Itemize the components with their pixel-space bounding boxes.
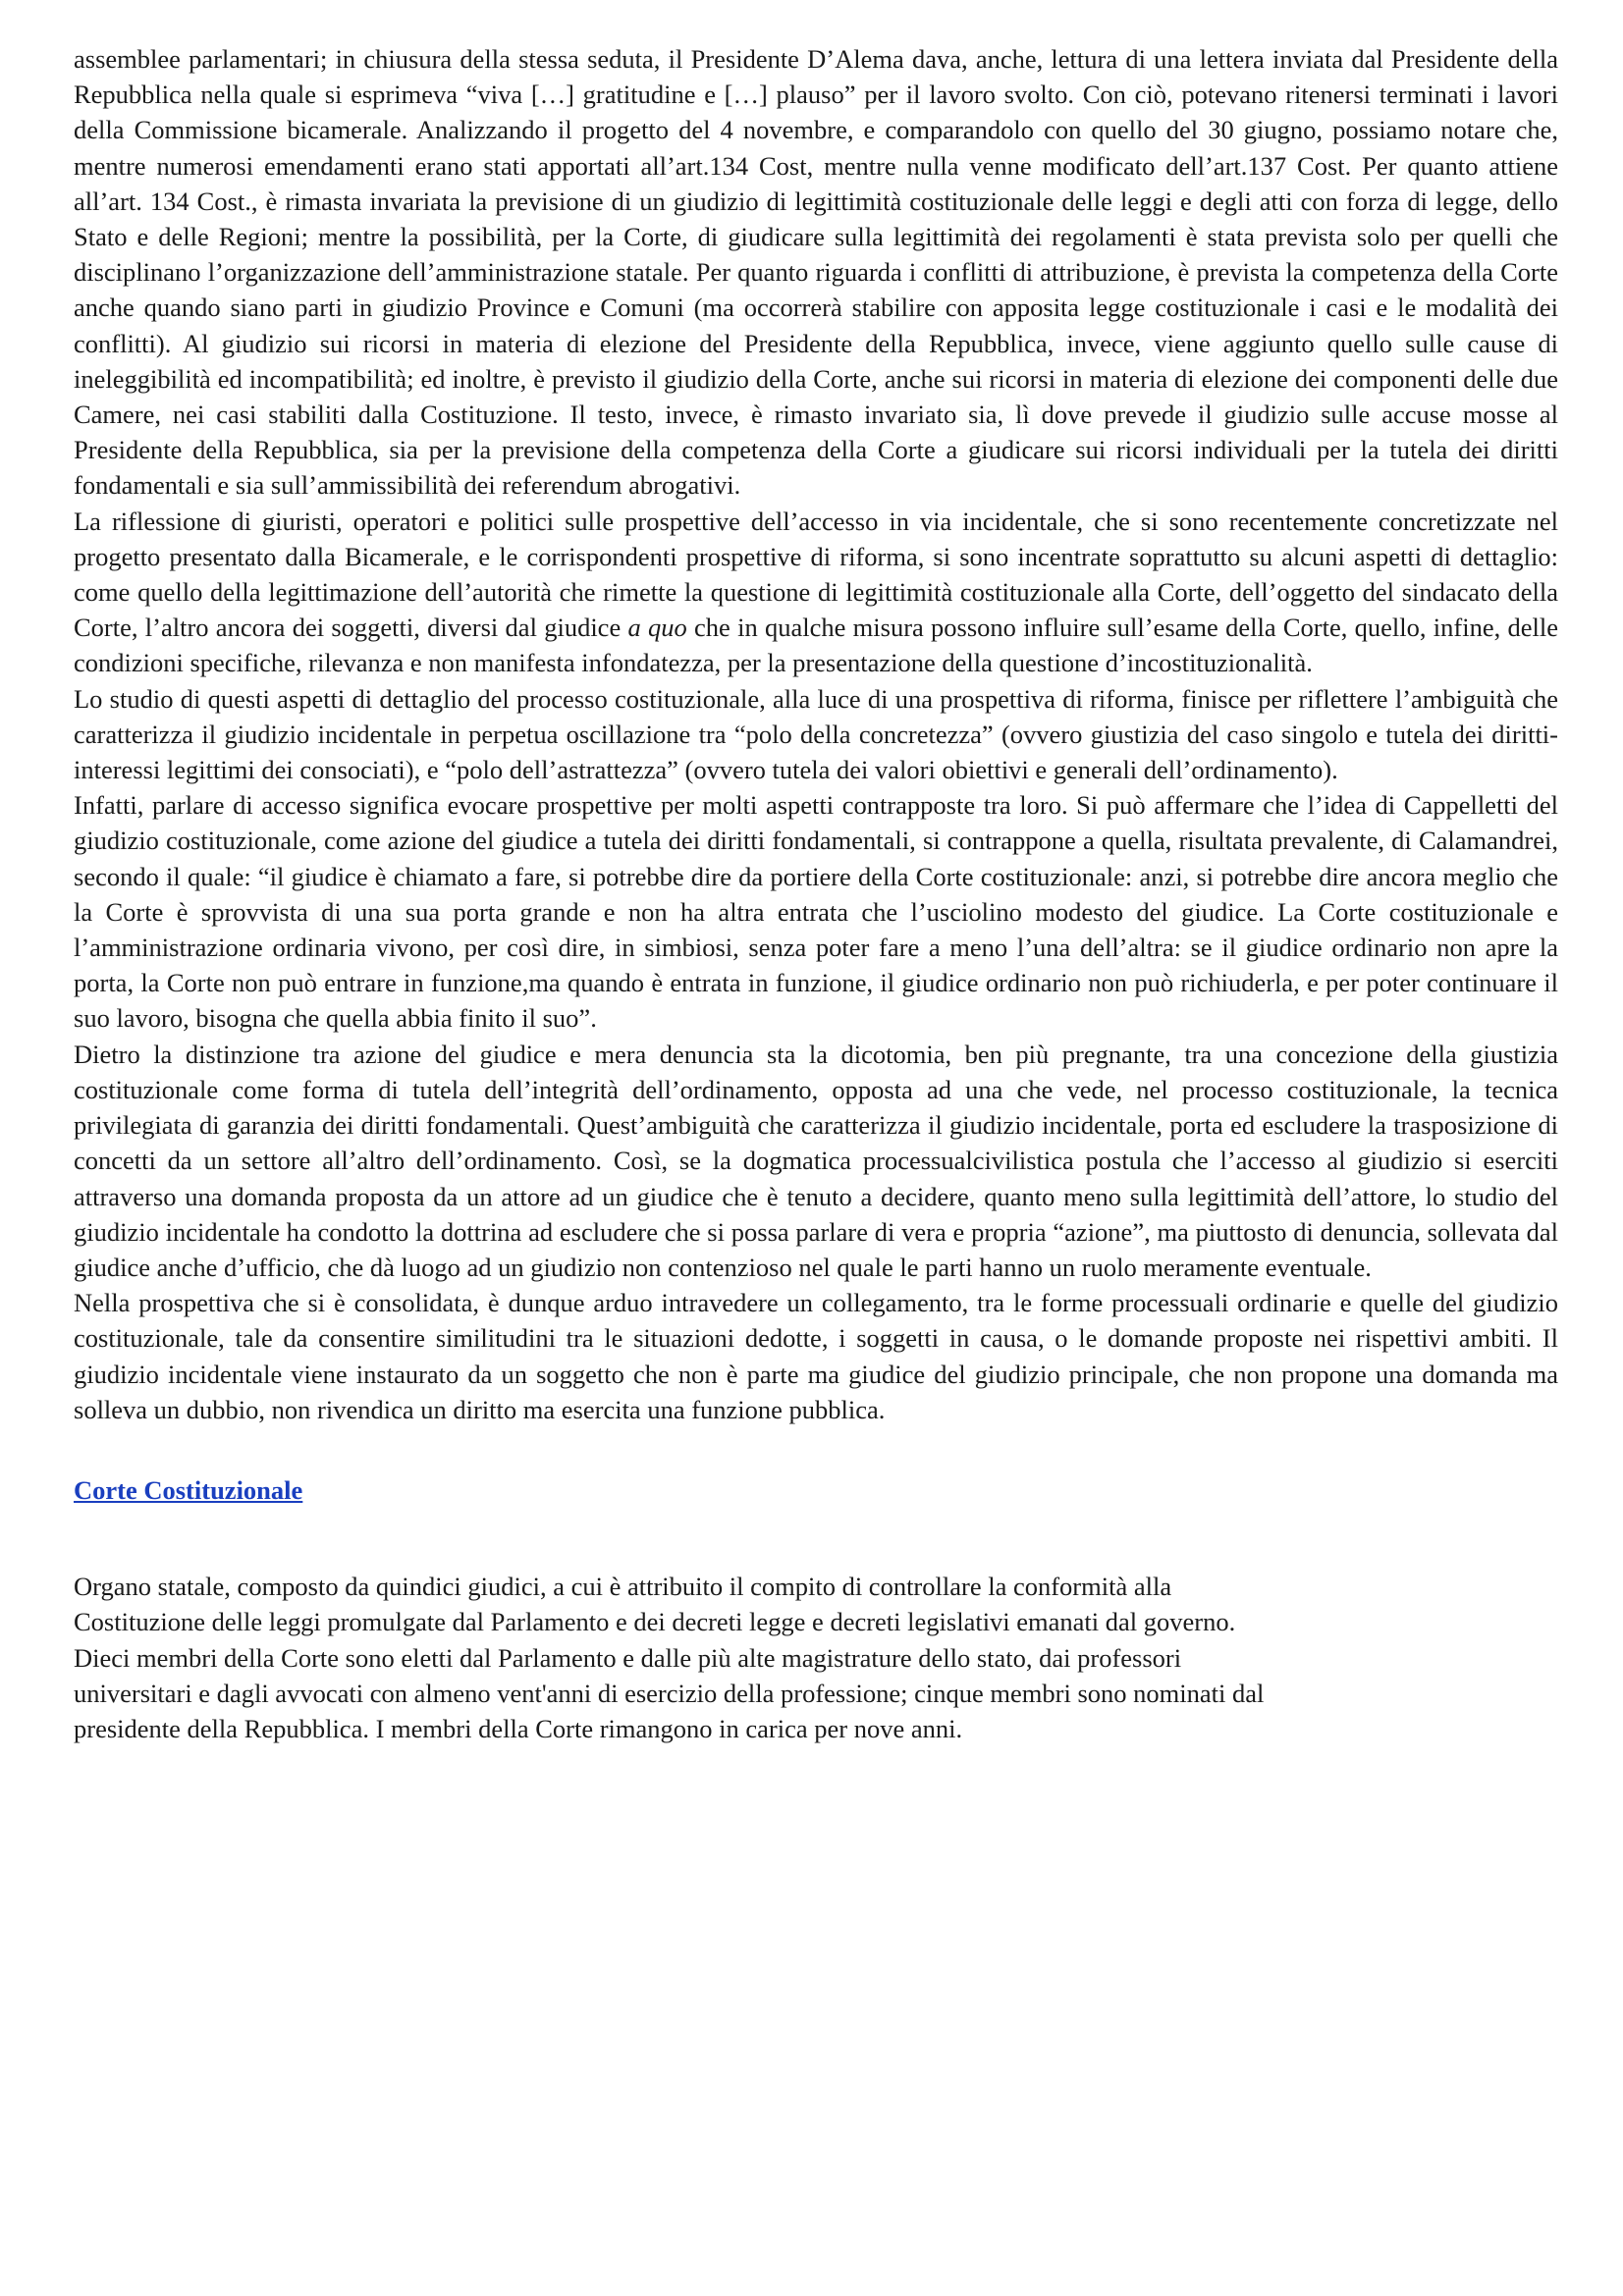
body-paragraph bbox=[74, 1037, 1558, 1285]
paragraph-text: Infatti, parlare di accesso significa evocare prospettive per molti aspetti contrapposte tra loro. Si può affermare che l’idea di Cappelletti del giudizio costituzionale, come azione del giudice a tutela dei diritti fondamentali, si contrappone a quella, risultata prevalente, di Calamandrei, secondo il quale: “il giudice è chiamato a fare, si potrebbe dire da portiere della Corte costituzionale: anzi, si potrebbe dire ancora meglio che la Corte è sprovvista di una sua porta grande e non ha altra entrata che l’usciolino modesto del giudice. La Corte costituzionale e l’amministrazione ordinaria vivono, per così dire, in simbiosi, senza poter fare a meno l’una dell’altra: se il giudice ordinario non apre la porta, la Corte non può entrare in funzione,ma quando è entrata in funzione, il giudice ordinario non può richiuderla, e per poter continuare il suo lavoro, bisogna che quella abbia finito il suo”. bbox=[74, 790, 1558, 1034]
paragraph-text: Dietro la distinzione tra azione del giudice e mera denuncia sta la dicotomia, ben più pregnante, tra una concezione della giustizia costituzionale come forma di tutela dell’integrità dell’ordinamento, opposta ad una che vede, nel processo costituzionale, la tecnica privilegiata di garanzia dei diritti fondamentali. Quest’ambiguità che caratterizza il giudizio incidentale, porta ed escludere la trasposizione di concetti da un settore all’altro dell’ordinamento. Così, se la dogmatica processualcivilistica postula che l’accesso al giudizio si eserciti attraverso una domanda proposta da un attore ad un giudice che è tenuto a decidere, quanto meno sulla legittimità dell’attore, lo studio del giudizio incidentale ha condotto la dottrina ad escludere che si possa parlare di vera e propria “azione”, ma piuttosto di denuncia, sollevata dal giudice anche d’ufficio, che dà luogo ad un giudizio non contenzioso nel quale le parti hanno un ruolo meramente eventuale. bbox=[74, 1039, 1558, 1282]
body-paragraph bbox=[74, 1285, 1558, 1427]
paragraph-text: che in qualche misura possono influire sull’esame della Corte, quello, infine, delle condizioni specifiche, rilevanza e non manifesta infondatezza, per la presentazione della questione d’incostituzionalità. bbox=[74, 613, 1558, 678]
document-page bbox=[74, 41, 1558, 1746]
paragraph-text: Lo studio di questi aspetti di dettaglio del processo costituzionale, alla luce di una prospettiva di riforma, finisce per riflettere l’ambiguità che caratterizza il giudizio incidentale in perpetua oscillazione tra “polo della concretezza” (ovvero giustizia del caso singolo e tutela dei diritti-interessi legittimi dei consociati), e “polo dell’astrattezza” (ovvero tutela dei valori obiettivi e generali dell’ordinamento). bbox=[74, 683, 1558, 785]
definition-line: Dieci membri della Corte sono eletti dal Parlamento e dalle più alte magistrature dello stato, dai professori bbox=[74, 1642, 1182, 1673]
document-body bbox=[74, 41, 1558, 1427]
body-paragraph bbox=[74, 504, 1558, 681]
body-paragraph bbox=[74, 787, 1558, 1036]
paragraph-text: assemblee parlamentari; in chiusura della stessa seduta, il Presidente D’Alema dava, anche, lettura di una lettera inviata dal Presidente della Repubblica nella quale si esprimeva “viva […] gratitudine e […] plauso” per il lavoro svolto. Con ciò, potevano ritenersi terminati i lavori della Commissione bicamerale. Analizzando il progetto del 4 novembre, e comparandolo con quello del 30 giugno, possiamo notare che, mentre numerosi emendamenti erano stati apportati all’art.134 Cost, mentre nulla venne modificato dell’art.137 Cost. Per quanto attiene all’art. 134 Cost., è rimasta invariata la previsione di un giudizio di legittimità costituzionale delle leggi e degli atti con forza di legge, dello Stato e delle Regioni; mentre la possibilità, per la Corte, di giudicare sulla legittimità dei regolamenti è stata prevista solo per quelli che disciplinano l’organizzazione dell’amministrazione statale. Per quanto riguarda i conflitti di attribuzione, è prevista la competenza della Corte anche quando siano parti in giudizio Province e Comuni (ma occorrerà stabilire con apposita legge costituzionale i casi e le modalità dei conflitti). Al giudizio sui ricorsi in materia di elezione del Presidente della Repubblica, invece, viene aggiunto quello sulle cause di ineleggibilità ed incompatibilità; ed inoltre, è previsto il giudizio della Corte, anche sui ricorsi in materia di elezione dei componenti delle due Camere, nei casi stabiliti dalla Costituzione. Il testo, invece, è rimasto invariato sia, lì dove prevede il giudizio sulle accuse mosse al Presidente della Repubblica, sia per la previsione della competenza della Corte a giudicare sui ricorsi individuali per la tutela dei diritti fondamentali e sia sull’ammissibilità dei referendum abrogativi. bbox=[74, 44, 1558, 501]
definition-line: universitari e dagli avvocati con almeno vent'anni di esercizio della professione; cinque membri sono nominati dal bbox=[74, 1678, 1265, 1708]
italic-phrase: a quo bbox=[627, 613, 687, 643]
definition-block bbox=[74, 1569, 1558, 1746]
paragraph-text: Nella prospettiva che si è consolidata, è dunque arduo intravedere un collegamento, tra le forme processuali ordinarie e quelle del giudizio costituzionale, tale da consentire similitudini tra le situazioni dedotte, i soggetti in causa, o le domande proposte nei rispettivi ambiti. Il giudizio incidentale viene instaurato da un soggetto che non è parte ma giudice del giudizio principale, che non propone una domanda ma solleva un dubbio, non rivendica un diritto ma esercita una funzione pubblica. bbox=[74, 1288, 1558, 1424]
corte-costituzionale-link[interactable]: Corte Costituzionale bbox=[74, 1474, 303, 1505]
paragraph-text: La riflessione di giuristi, operatori e politici sulle prospettive dell’accesso in via incidentale, che si sono recentemente concretizzate nel progetto presentato dalla Bicamerale, e le corrispondenti prospettive di riforma, si sono incentrate soprattutto su alcuni aspetti di dettaglio: come quello della legittimazione dell’autorità che rimette la questione di legittimità costituzionale alla Corte, dell’oggetto del sindacato della Corte, l’altro ancora dei soggetti, diversi dal giudice bbox=[74, 506, 1558, 643]
definition-line: Organo statale, composto da quindici giudici, a cui è attribuito il compito di controllare la conformità alla bbox=[74, 1572, 1172, 1602]
body-paragraph bbox=[74, 681, 1558, 788]
body-paragraph bbox=[74, 41, 1558, 504]
definition-line: Costituzione delle leggi promulgate dal Parlamento e dei decreti legge e decreti legislativi emanati dal governo. bbox=[74, 1607, 1236, 1637]
definition-line: presidente della Repubblica. I membri della Corte rimangono in carica per nove anni. bbox=[74, 1713, 963, 1743]
